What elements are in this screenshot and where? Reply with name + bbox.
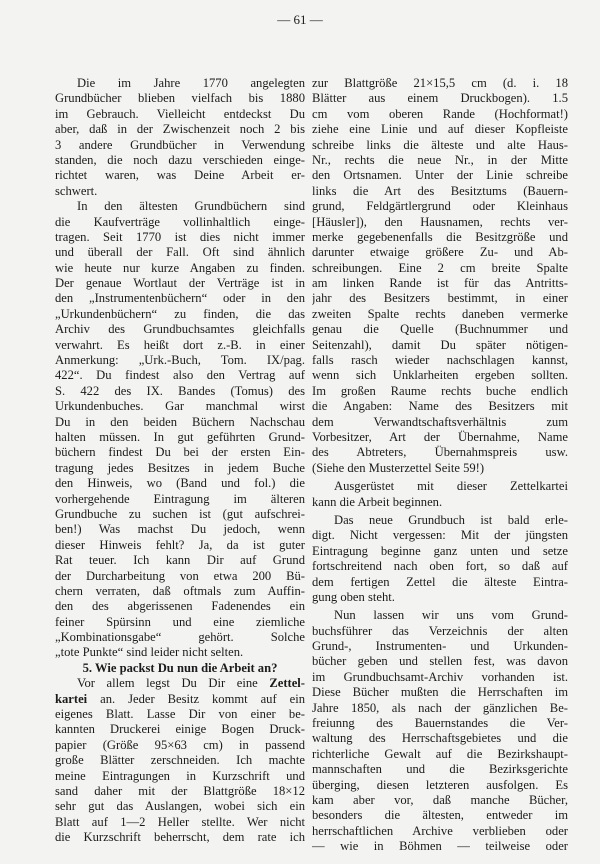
text-line: Das neue Grundbuch ist bald erle- xyxy=(334,512,568,527)
text-line: Grundbuche zu suchen ist (gut aufschrei- xyxy=(55,506,305,521)
text-line: im Grundbuchsamt-Archiv vorhanden ist. xyxy=(312,669,568,684)
text-line: freiunng des Bauernstandes die Ver- xyxy=(312,716,568,731)
text-line: wie heute nur kurze Angaben zu finden. xyxy=(55,260,305,275)
text-line: richterliche Gewalt auf die Bezirkshaupt- xyxy=(312,746,568,761)
text-line: chern verraten, daß oftmals zum Auffin- xyxy=(55,583,305,598)
text-line: richtet waren, was Deine Arbeit er- xyxy=(55,168,305,183)
text-line: sand daher mit der Blattgröße 18×12 xyxy=(55,783,305,798)
text-line: halten müssen. In gut geführten Grund- xyxy=(55,429,305,444)
text-line: buchsführer das Verzeichnis der alten xyxy=(312,623,568,638)
text-line: „tote Punkte“ sind leider nicht selten. xyxy=(55,645,244,660)
text-line: tragung jedes Besitzes in jedem Buche xyxy=(55,460,305,475)
text-line: und überall der Fall. Oft sind ähnlich xyxy=(55,245,305,260)
text-line: Blätter aus einem Druckbogen). 1.5 xyxy=(312,91,568,106)
text-line: den „Instrumentenbüchern“ oder in den xyxy=(55,291,305,306)
text-line: Im großen Raume rechts buche endlich xyxy=(312,383,568,398)
page-number: — 61 — xyxy=(277,12,323,27)
text-line: aber, daß in der Zwischenzeit noch 2 bis xyxy=(55,122,305,137)
text-line: „Urkundenbüchern“ zu finden, die das xyxy=(55,306,305,321)
text-line: büchern findest Du bei der ersten Ein- xyxy=(55,445,305,460)
text-line: — wie in Böhmen — teilweise oder xyxy=(312,839,568,854)
text-line: standen, die noch dazu verschieden einge- xyxy=(55,152,305,167)
text-line xyxy=(55,676,305,691)
text-line: ziehe eine Linie und auf dieser Kopfleiste xyxy=(312,122,568,137)
text-line: Diese Bücher mußten die Herrschaften im xyxy=(312,685,568,700)
text-line: Nun lassen wir uns vom Grund- xyxy=(334,608,568,623)
text-line: schwert. xyxy=(55,183,98,198)
text-line: Urkundenbuches. Gar manchmal wirst xyxy=(55,399,305,414)
text-line: Der genaue Wortlaut der Verträge ist in xyxy=(55,276,305,291)
text-line: Blatt auf 1—2 Heller stellte. Wer nicht xyxy=(55,814,305,829)
text-line: herrschaftlichen Archive verblieben oder xyxy=(312,823,568,838)
text-line: am linken Rande ist für das Antritts- xyxy=(312,276,568,291)
text-line: grund, Feldgärtlergrund oder Kleinhaus xyxy=(312,199,568,214)
left-text-column xyxy=(55,76,305,846)
text-line: sehr gut das Auslangen, wobei sich ein xyxy=(55,799,305,814)
text-line: zur Blattgröße 21×15,5 cm (d. i. 18 xyxy=(312,76,568,90)
text-line: papier (Größe 95×63 cm) in passend xyxy=(55,737,305,752)
text-run: Vor allem legst Du Dir eine xyxy=(77,676,270,691)
text-line: Rat teuer. Ich kann Dir auf Grund xyxy=(55,553,305,568)
text-line: genau die Quelle (Buchnummer und xyxy=(312,322,568,337)
text-line: tragen. Seit 1770 ist dies nicht immer xyxy=(55,229,305,244)
bold-text: 5. Wie packst Du nun die Arbeit an? xyxy=(82,660,278,675)
text-line: des Abtreters, Übernahmspreis usw. xyxy=(312,445,568,460)
text-line: Grundbücher blieben vielfach bis 1880 xyxy=(55,91,305,106)
text-line: cm vom oberen Rande (Hochformat!) xyxy=(312,106,568,121)
text-line: fortschreitend nach oben fort, so daß auf xyxy=(312,559,568,574)
text-line: Nr., rechts die neue Nr., in der Mitte xyxy=(312,152,568,167)
text-line: überging, diesen letzteren ausfolgen. Es xyxy=(312,777,568,792)
text-line: merke gegebenenfalls die Besitzgröße und xyxy=(312,229,568,244)
right-text-column xyxy=(312,76,568,855)
text-line: die Kaufverträge vollinhaltlich einge- xyxy=(55,214,305,229)
text-line: kannten Druckerei einige Bogen Druck- xyxy=(55,722,305,737)
text-line: dieser Hinweis fehlt? Ja, da ist guter xyxy=(55,537,305,552)
text-line: verwahrt. Es heißt dort z.-B. in einer xyxy=(55,337,305,352)
text-line: jahr des Besitzers bestimmt, in einer xyxy=(312,291,568,306)
text-line: waltung des Herrschaftsgebietes und die xyxy=(312,731,568,746)
text-line: zweiten Spalte rechts daneben vermerke xyxy=(312,306,568,321)
text-line: kann die Arbeit beginnen. xyxy=(312,494,443,509)
text-line: mannschaften und die Bezirksgerichte xyxy=(312,762,568,777)
text-line: wenn sich Unklarheiten ergeben sollten. xyxy=(312,368,568,383)
text-line: ben!) Was machst Du jedoch, wenn xyxy=(55,522,305,537)
text-line: eigenes Blatt. Lasse Dir von einer be- xyxy=(55,707,305,722)
text-line: 422“. Du findest also den Vertrag auf xyxy=(55,368,305,383)
text-line: digt. Nicht vergessen: Mit der jüngsten xyxy=(312,528,568,543)
text-line: Eintragung beginne ganz unten und setze xyxy=(312,543,568,558)
text-line: (Siehe den Musterzettel Seite 59!) xyxy=(312,460,485,475)
text-line: der Durcharbeitung von etwa 200 Bü- xyxy=(55,568,305,583)
text-line: feiner Spürsinn und eine ziemliche xyxy=(55,614,305,629)
text-line: In den ältesten Grundbüchern sind xyxy=(77,199,305,214)
text-line: die Kurzschrift beherrscht, dem rate ich xyxy=(55,830,305,845)
text-line: Jahre 1850, als nach der gänzlichen Be- xyxy=(312,700,568,715)
text-line: „Kombinationsgabe“ gehört. Solche xyxy=(55,630,305,645)
text-line: [Häusler]), den Hausnamen, rechts ver- xyxy=(312,214,568,229)
text-line: bücher geben und stellen fest, was davon xyxy=(312,654,568,669)
text-line: S. 422 des IX. Bandes (Tomus) des xyxy=(55,383,305,398)
text-line: die Angaben: Name des Besitzers mit xyxy=(312,399,568,414)
bold-text: Zettel- xyxy=(269,676,305,691)
text-line: gung oben steht. xyxy=(312,589,395,604)
text-line: Die im Jahre 1770 angelegten xyxy=(77,76,305,90)
text-line: 3 andere Grundbücher in Verwendung xyxy=(55,137,305,152)
text-line: Archiv des Grundbuchsamtes gleichfalls xyxy=(55,322,305,337)
text-line: große Blätter zerschneiden. Ich machte xyxy=(55,753,305,768)
text-line: vorhergehende Eintragung im älteren xyxy=(55,491,305,506)
text-line: Grund-, Instrumenten- und Urkunden- xyxy=(312,639,568,654)
text-line: schreibungen. Eine 2 cm breite Spalte xyxy=(312,260,568,275)
text-line: Anmerkung: „Urk.-Buch, Tom. IX/pag. xyxy=(55,353,305,368)
text-line: besonders die ältesten, entweder im xyxy=(312,808,568,823)
text-line: den des abgerissenen Fadenendes ein xyxy=(55,599,305,614)
text-line: darunter etwaige größere Zu- und Ab- xyxy=(312,245,568,260)
text-line xyxy=(55,692,305,707)
bold-text: kartei xyxy=(55,691,88,706)
text-line: Vorbesitzer, Art der Übernahme, Name xyxy=(312,429,568,444)
text-line: den Ortsnamen. Unter der Linie schreibe xyxy=(312,168,568,183)
text-line: im Gebrauch. Vielleicht entdeckst Du xyxy=(55,106,305,121)
text-line: schreibe links die älteste und alte Haus- xyxy=(312,137,568,152)
text-run: an. Jeder Besitz kommt auf ein xyxy=(87,691,305,706)
text-line: dem fertigen Zettel die älteste Eintra- xyxy=(312,574,568,589)
text-line: kam aber vor, daß manche Bücher, xyxy=(312,792,568,807)
text-line: Ausgerüstet mit dieser Zettelkartei xyxy=(334,479,568,494)
text-line: falls rasch wieder nachschlagen kannst, xyxy=(312,353,568,368)
text-line: den Hinweis, wo (Band und fol.) die xyxy=(55,476,305,491)
section-heading xyxy=(55,661,305,676)
text-line: dem Verwandtschaftsverhältnis zum xyxy=(312,414,568,429)
text-line: links die Art des Besitztums (Bauern- xyxy=(312,183,568,198)
text-line: Seitenzahl), damit Du später nötigen- xyxy=(312,337,568,352)
text-line: Du in den beiden Büchern Nachschau xyxy=(55,414,305,429)
text-line: meine Eintragungen in Kurzschrift und xyxy=(55,768,305,783)
